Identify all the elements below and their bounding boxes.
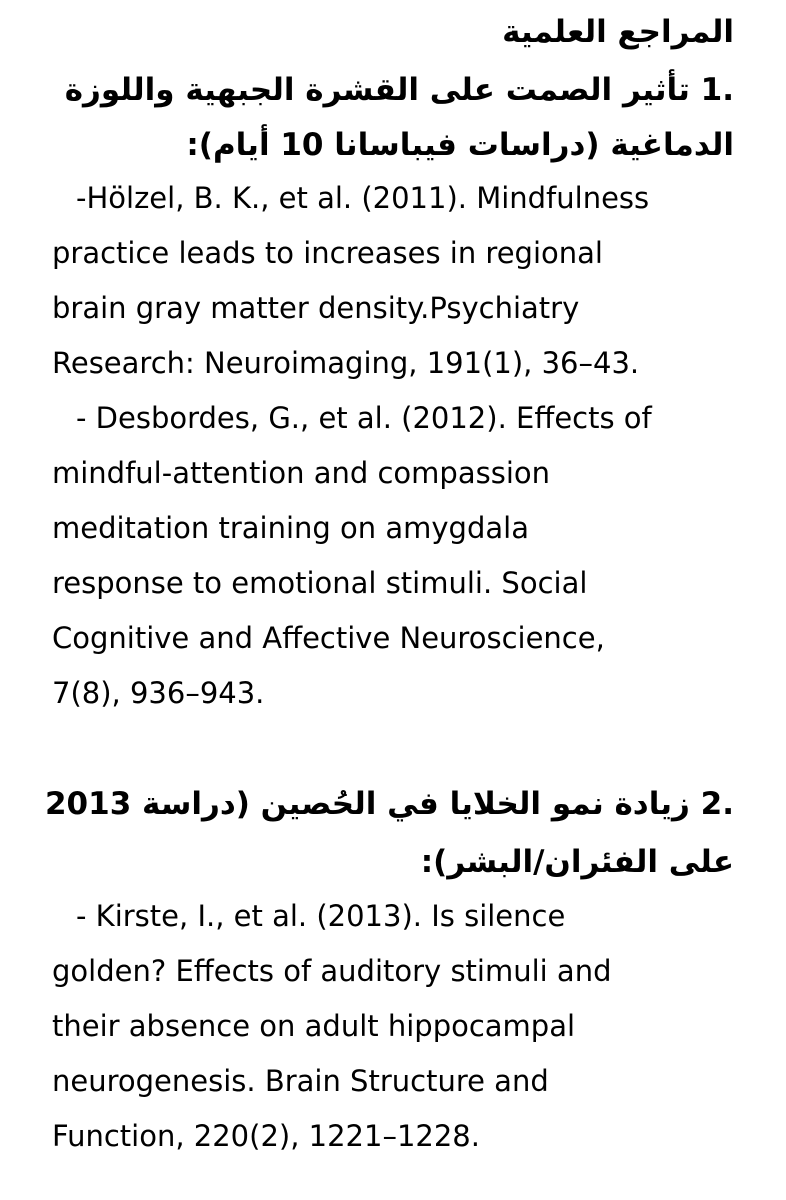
- section-1-title-line-1: [40, 62, 734, 118]
- ref-line: brain gray matter density.Psychiatry: [52, 291, 580, 325]
- section-1-title-text: تأثير الصمت على القشرة الجبهية واللوزة: [64, 72, 690, 108]
- ref-line: their absence on adult hippocampal: [52, 1009, 576, 1043]
- ref-line: - Desbordes, G., et al. (2012). Effects of: [76, 401, 652, 435]
- section-2-number: .2: [700, 786, 734, 822]
- ref-line: meditation training on amygdala: [52, 511, 529, 545]
- section-2-title-line-2: على الفئران/البشر):: [420, 844, 734, 880]
- ref-line: response to emotional stimuli. Social: [52, 566, 588, 600]
- ref-line: practice leads to increases in regional: [52, 236, 603, 270]
- ref-line: golden? Effects of auditory stimuli and: [52, 954, 612, 988]
- section-2-title-text: زيادة نمو الخلايا في الحُصين (دراسة 2013: [44, 786, 690, 822]
- ref-line: Function, 220(2), 1221–1228.: [52, 1119, 480, 1153]
- ref-line: Research: Neuroimaging, 191(1), 36–43.: [52, 346, 640, 380]
- section-1-title-line-2: الدماغية (دراسات فيباسانا 10 أيام):: [186, 127, 734, 163]
- ref-line: -Hölzel, B. K., et al. (2011). Mindfulness: [76, 181, 650, 215]
- ref-line: neurogenesis. Brain Structure and: [52, 1064, 549, 1098]
- ref-line: - Kirste, I., et al. (2013). Is silence: [76, 899, 566, 933]
- section-1-number: .1: [700, 72, 734, 108]
- section-2-title-line-1: [40, 776, 734, 832]
- ref-line: Cognitive and Affective Neuroscience,: [52, 621, 605, 655]
- references-heading: المراجع العلمية: [502, 14, 734, 50]
- ref-line: mindful-attention and compassion: [52, 456, 550, 490]
- ref-line: 7(8), 936–943.: [52, 676, 265, 710]
